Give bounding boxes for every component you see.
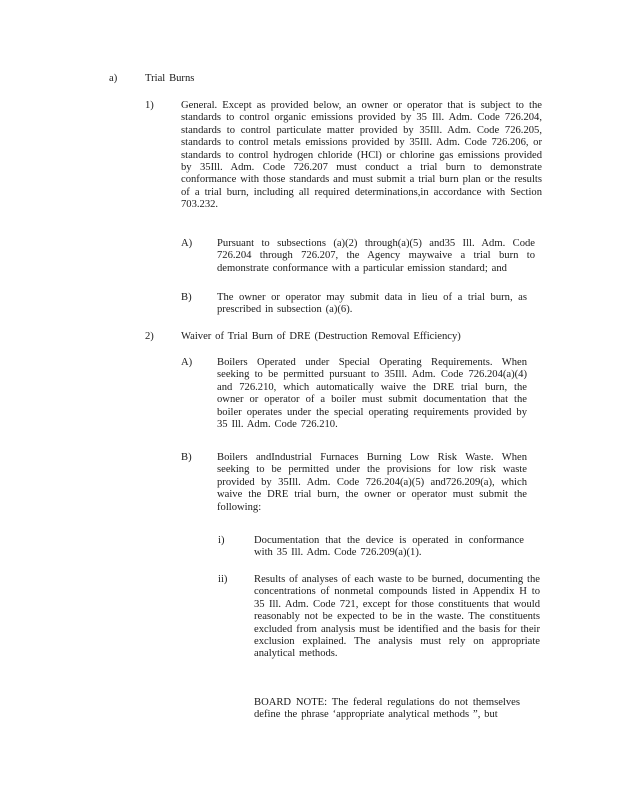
item-1-marker: 1) <box>145 100 154 111</box>
item-1b-text: The owner or operator may submit data in lieu of a trial burn, as prescribed in subsection (a)(6). <box>217 292 527 316</box>
section-a <box>109 73 529 87</box>
item-2b-text: Boilers andIndustrial Furnaces Burning Low Risk Waste. When seeking to be permitted under the provisions for low risk waste provided by 35Ill. Adm. Code 726.204(a)(5) and726.209(a), which waive the DRE trial burn, the owner or operator must submit the following: <box>217 452 527 513</box>
item-2a-text: Boilers Operated under Special Operating Requirements. When seeking to be permitted pursuant to 35Ill. Adm. Code 726.204(a)(4) and 726.210, which automatically waive the DRE trial burn, the owner or operator of a boiler must submit documentation that the boiler operates under the special operating requirements provided by 35 Ill. Adm. Code 726.210. <box>217 357 527 431</box>
item-2b-ii-marker: ii) <box>218 574 228 585</box>
item-2b-i-text: Documentation that the device is operated in conformance with 35 Ill. Adm. Code 726.209(a)(1). <box>254 535 524 559</box>
item-1a-marker: A) <box>181 238 193 249</box>
item-1-text: General. Except as provided below, an owner or operator that is subject to the standards to control organic emissions provided by 35 Ill. Adm. Code 726.204, standards to control particulate matter provided by 35Ill. Adm. Code 726.205, standards to control metals emissions provided by 35Ill. Adm. Code 726.206, or standards to control hydrogen chloride (HCl) or chlorine gas emissions provided by 35Ill. Adm. Code 726.207 must conduct a trial burn to demonstrate conformance with those standards and must submit a trial burn plan or the results of a trial burn, including all required determinations,in accordance with Section 703.232. <box>181 100 542 211</box>
item-2b-ii-text: Results of analyses of each waste to be burned, documenting the concentrations of nonmetal compounds listed in Appendix H to 35 Ill. Adm. Code 721, except for those constituents that would reasonably not be expected to be in the waste. The constituents excluded from analysis must be identified and the basis for their exclusion explained. The analysis must rely on appropriate analytical methods. <box>254 574 540 660</box>
item-2b-marker: B) <box>181 452 192 463</box>
item-2a-marker: A) <box>181 357 193 368</box>
item-2-text: Waiver of Trial Burn of DRE (Destruction Removal Efficiency) <box>181 331 461 342</box>
item-1a-text: Pursuant to subsections (a)(2) through(a)(5) and35 Ill. Adm. Code 726.204 through 726.207, the Agency maywaive a trial burn to demonstrate conformance with a particular emission standard; and <box>217 238 535 274</box>
item-2b-i-marker: i) <box>218 535 225 546</box>
item-2-marker: 2) <box>145 331 154 342</box>
item-1b-marker: B) <box>181 292 192 303</box>
section-a-marker: a) <box>109 73 118 84</box>
section-a-title: Trial Burns <box>145 73 195 84</box>
board-note-text: BOARD NOTE: The federal regulations do not themselves define the phrase ‘appropriate analytical methods ”, but <box>254 697 520 721</box>
